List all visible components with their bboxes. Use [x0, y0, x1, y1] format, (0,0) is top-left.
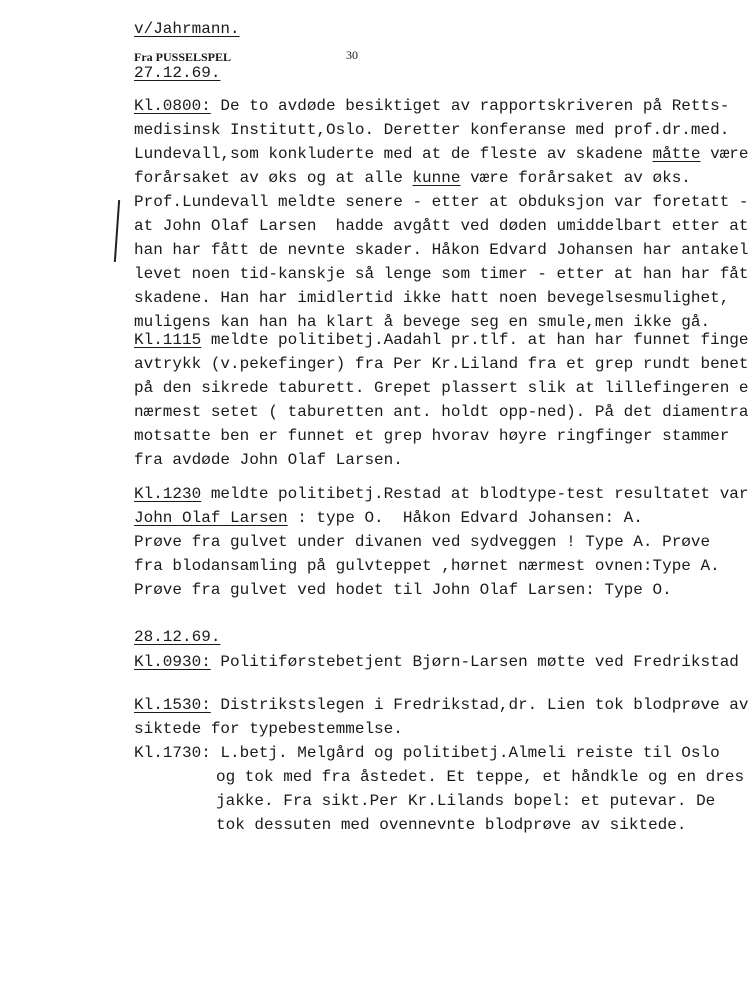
entry-line: motsatte ben er funnet et grep hvorav høyre ringfinger stammer	[134, 427, 730, 445]
entry-line: han har fått de nevnte skader. Håkon Edvard Johansen har antakel	[134, 241, 749, 259]
entry-1530	[134, 693, 749, 741]
underlined-name: John Olaf Larsen	[134, 509, 288, 527]
entry-line: meldte politibetj.Aadahl pr.tlf. at han har funnet finge	[201, 331, 749, 349]
entry-time: Kl.0930:	[134, 653, 211, 671]
entry-line: meldte politibetj.Restad at blodtype-test resultatet var	[201, 485, 749, 503]
entry-line: være	[700, 145, 749, 163]
entry-time: Kl.1115	[134, 331, 202, 349]
date-line-2: 28.12.69.	[134, 628, 221, 646]
entry-line: fra blodansamling på gulvteppet ,hørnet nærmest ovnen:Type A.	[134, 557, 720, 575]
entry-line: forårsaket av øks og at alle	[134, 169, 413, 187]
entry-1730	[134, 741, 744, 837]
entry-time: Kl.0800:	[134, 97, 211, 115]
entry-1230	[134, 482, 749, 602]
entry-line: på den sikrede taburett. Grepet plassert slik at lillefingeren e	[134, 379, 749, 397]
entry-line: jakke. Fra sikt.Per Kr.Lilands bopel: et putevar. De	[216, 792, 716, 810]
entry-1115	[134, 328, 749, 472]
entry-line: og tok med fra åstedet. Et teppe, et håndkle og en dres	[216, 768, 745, 786]
page-number: 30	[346, 48, 358, 62]
entry-line: : type O. Håkon Edvard Johansen: A.	[287, 509, 643, 527]
entry-0800	[134, 94, 749, 334]
entry-line: nærmest setet ( taburetten ant. holdt opp-ned). På det diamentra	[134, 403, 749, 421]
underlined-word: måtte	[652, 145, 701, 163]
entry-line: skadene. Han har imidlertid ikke hatt noen bevegelsesmulighet,	[134, 289, 730, 307]
entry-line: avtrykk (v.pekefinger) fra Per Kr.Liland fra et grep rundt benet	[134, 355, 749, 373]
entry-line: De to avdøde besiktiget av rapportskriveren på Retts-	[210, 97, 730, 115]
entry-time: Kl.1730:	[134, 744, 211, 762]
entry-line: Politiførstebetjent Bjørn-Larsen møtte ved Fredrikstad	[210, 653, 739, 671]
entry-line: levet noen tid-kanskje så lenge som timer - etter at han har fåt	[134, 265, 749, 283]
entry-line: Distrikstslegen i Fredrikstad,dr. Lien tok blodprøve av	[210, 696, 749, 714]
date-line: 27.12.69.	[134, 64, 221, 82]
source-line: Fra PUSSELSPEL	[134, 50, 232, 64]
underlined-word: kunne	[412, 169, 461, 187]
entry-line: være forårsaket av øks.	[460, 169, 691, 187]
entry-line: Prøve fra gulvet ved hodet til John Olaf Larsen: Type O.	[134, 581, 672, 599]
entry-line: Prøve fra gulvet under divanen ved sydveggen ! Type A. Prøve	[134, 533, 711, 551]
entry-line: fra avdøde John Olaf Larsen.	[134, 451, 403, 469]
entry-line: at John Olaf Larsen hadde avgått ved døden umiddelbart etter at	[134, 217, 749, 235]
entry-line: siktede for typebestemmelse.	[134, 720, 403, 738]
entry-time: Kl.1230	[134, 485, 202, 503]
author-line: v/Jahrmann.	[134, 20, 240, 38]
entry-line: L.betj. Melgård og politibetj.Almeli reiste til Oslo	[210, 744, 720, 762]
entry-line: Prof.Lundevall meldte senere - etter at obduksjon var foretatt -	[134, 193, 749, 211]
entry-line: Lundevall,som konkluderte med at de fleste av skadene	[134, 145, 653, 163]
entry-line: medisinsk Institutt,Oslo. Deretter konferanse med prof.dr.med.	[134, 121, 730, 139]
entry-line: muligens kan han ha klart å bevege seg en smule,men ikke gå.	[134, 313, 711, 331]
entry-time: Kl.1530:	[134, 696, 211, 714]
margin-mark	[114, 200, 120, 262]
entry-0930	[134, 650, 739, 674]
entry-line: tok dessuten med ovennevnte blodprøve av siktede.	[216, 816, 687, 834]
